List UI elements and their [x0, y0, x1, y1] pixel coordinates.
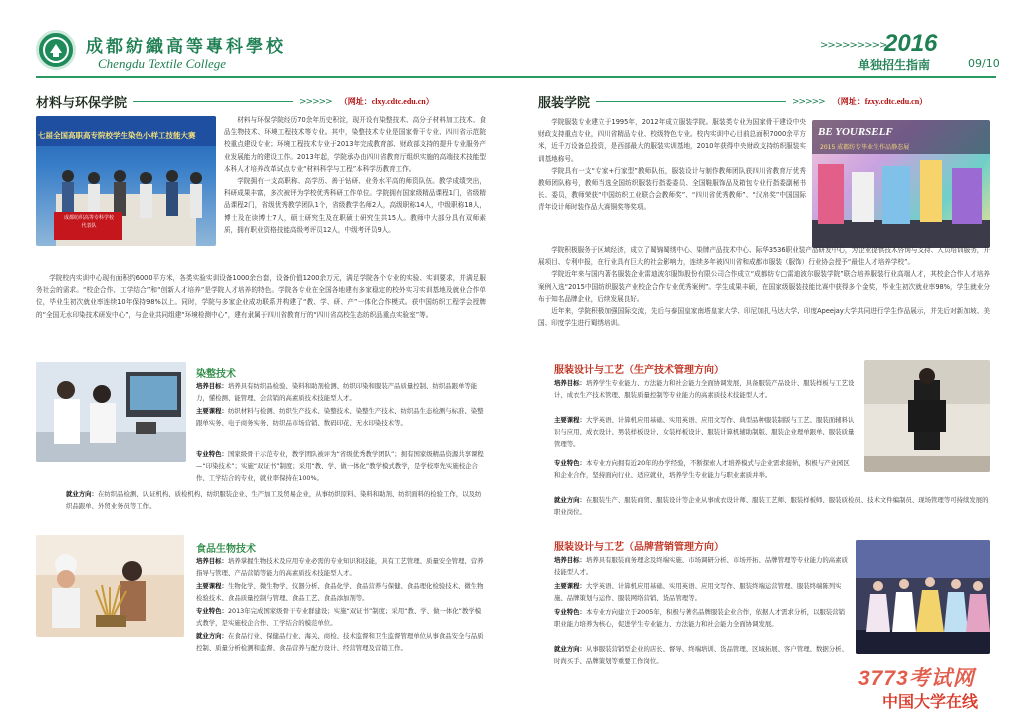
page-header — [0, 0, 1024, 80]
watermark-name: 中国大学在线 — [882, 692, 979, 711]
program-food-job — [36, 630, 486, 654]
program-dyeing-job — [36, 488, 486, 512]
label: 就业方向： — [554, 496, 586, 504]
text: 纺织材料与检测、纺织生产技术、染整技术、染整生产技术、纺织品生态检测与标准、染整跟单实务、电子商务实务、纺织品市场营销、数码印花、无水印染技术等。 — [196, 407, 484, 427]
college-title: 服装学院 — [538, 96, 591, 111]
college-website-link[interactable]: （网址：fzxy.cdtc.edu.cn） — [832, 97, 928, 106]
left-college-heading — [36, 92, 486, 111]
right-intro-block — [538, 116, 806, 214]
food-lab-photo — [36, 535, 184, 637]
program-title-design: 服装设计与工艺（生产技术管理方向） — [554, 365, 724, 376]
text: 本专业方向拥有近20年的办学经验，不断探索人才培养模式与企业需求接轨，积极与产业园区和企业合作，坚持面向行业、适应就业，培养学生专业能力与职业素质并举。 — [554, 459, 850, 479]
text: 培养具有服装商务理念及终端实施、市场调研分析、市场开拓、品牌管理等专业能力的高素质技能型人才。 — [554, 556, 848, 576]
photo-flag-text: 成都纺织高等专科学校 代表队 — [63, 215, 114, 229]
text: 在纺织品检测、认证机构、质检机构、纺织服装企业、生产加工及贸易企业，从事纺织原料、染料和助剂、纺织面料的检验工作，以及纺织品跟单、外贸业务员等工作。 — [66, 490, 482, 510]
left-intro-p2: 学院拥有一支高职称、高学历、善于钻研、业务水平高的师资队伍。教学成绩突出，科研成果丰富，多次被评为学校优秀科研工作单位。学院拥有国家级精品课程1门，省级精品课程2门，省级优秀教学团队1个，省级教学名师2人，高级职称14人，中级职称18人，博士及在读博士7人，硕士研究生及在职硕士研究生共15人。教师中大部分具有双师素质，拥有职业资格技能高级考评员12人，中级考评员9人。 — [224, 177, 486, 234]
school-name-cn: 成都紡織高等專科學校 — [86, 37, 286, 57]
label: 培养目标： — [196, 382, 228, 390]
text: 从事服装营销型企业的店长、督导、终端培训、货品管理、区域拓展、客户管理、数据分析、时尚买手、品牌策划等重要工作岗位。 — [554, 645, 848, 665]
program-design-feature — [538, 457, 856, 481]
program-brand-goal — [538, 554, 848, 578]
runway-photo — [856, 540, 990, 654]
watermark-site: 3773考试网 — [858, 667, 975, 690]
text: 在食品行业、保健品行业、海关、商检、技术监督和卫生监督管理单位从事食品安全与品质控制、质量分析检测和监督、食品营养与配方设计、经营管理及营销工作。 — [196, 632, 484, 652]
lab-photo — [36, 362, 186, 462]
label: 专业特色： — [554, 608, 586, 616]
right-intro-p2: 学院具有一支“专家+行家型”教师队伍，服装设计与制作教师团队获四川省教育厅优秀教师团队称号，教师当选全国纺织服装行指委委员、全国鞋服饰品及箱包专业行指委副秘书长、委员，教师荣获“中国纺织工业联合会教师奖”、“四川省优秀教师”、“汉帛奖”中国国际青年设计师时装作品大赛铜奖等奖项。 — [538, 166, 806, 212]
program-brand-job — [538, 643, 848, 667]
program-brand-feature — [538, 606, 848, 630]
photo-banner-text: 七届全国高职高专院校学生染色小样工技能大赛 — [38, 131, 196, 140]
guide-title: 单独招生指南 — [858, 58, 931, 72]
page-number: 09/10 — [968, 57, 1000, 70]
text: 生物化学、微生物学、仪器分析、食品化学、食品营养与保健、食品理化检验技术、微生物检验技术、食品质量控制与管理、食品工艺、食品添加剂等。 — [196, 582, 484, 602]
program-title-brand: 服装设计与工艺（品牌营销管理方向） — [554, 542, 724, 553]
program-design-goal — [538, 377, 856, 401]
label: 培养目标： — [196, 557, 228, 565]
header-chevrons: >>>>>>>>> — [820, 40, 887, 51]
program-dyeing-goal — [196, 380, 486, 404]
heading-rule — [133, 101, 293, 102]
right-college-heading — [538, 92, 988, 111]
program-title-dyeing: 染整技术 — [196, 369, 236, 380]
label: 主要课程： — [554, 416, 586, 424]
left-intro-p3: 学院校内实训中心现有面积约6000平方米，各类实验实训设备1000余台套，设备价值1200余万元，满足学院各个专业的实验、实训要求，并满足服务社会的需求。“校企合作、工学结合”和“创新人才培养”是学院人才培养的特色。学院各专业在全国各地建有多家稳定的校外实习实训基地及就业合作单位，毕业生初次就业率连续10年保持98%以上。同时，学院与多家企业成功联系并构建了“教、学、研、产”一体化合作模式。获中国纺织工程学会授牌的“全国无水印染技术研发中心”，与企业共同组建“环境检测中心”，建有隶属于四川省教育厅的“四川省高校生态纺织品重点实验室”等。 — [36, 274, 486, 319]
label: 就业方向： — [66, 490, 98, 498]
exhibition-banner: BE YOURSELF — [818, 126, 893, 138]
text: 大学英语、计算机应用基础、实用英语、应用文写作、典型品种服装制版与工艺、服装面辅料认识与应用、成衣设计、男装样板设计、女装样板设计、服装计算机辅助制版、服装企业理单跟单、服装质量管理等。 — [554, 416, 855, 448]
school-logo-icon — [36, 30, 76, 70]
right-intro-p4: 学院近年来与国内著名服装企业雷迪波尔服饰股份有限公司合作成立“成都纺专□雷迪波尔服装学院”联合培养服装行业高端人才，其校企合作人才培养案例入选“2015中国纺织服装产业校企合作专业优秀案例”。学生成果丰硕，在国家级服装技能比赛中获得多个金奖，毕业生初次就业率98%，学生就业分布于知名品牌企业，后续发展良好。 — [538, 270, 990, 303]
school-name-en: Chengdu Textile College — [98, 56, 227, 71]
program-title-food: 食品生物技术 — [196, 544, 256, 555]
fashion-show-photo — [864, 360, 990, 472]
right-intro-p3: 学院积极服务于区域经济，成立了蜀锦蜀绣中心、染牌产品技术中心、际华3536职业装产品研发中心，为企业提供技术咨询与支持、人员培训服务，开展项目、专利申报，在行业具有巨大的社会影响力，连续多年被四川省和成都市服装（服饰）行业协会授予“最佳人才培养学校”。 — [538, 246, 990, 267]
text: 国家级骨干示范专业，教学团队被评为“省级优秀教学团队”；拥有国家级精品资源共享课程—“印染技术”；实施“双证书”制度；采用“教、学、做一体化”教学模式教学，是学校率先实施校企合作、工学结合的专业，就业率保持在100%。 — [196, 450, 484, 482]
heading-rule — [596, 101, 786, 102]
program-dyeing-feature — [36, 448, 486, 484]
contest-team-photo — [36, 116, 216, 246]
text: 本专业方向建立于2005年，积极与著名品牌服装企业合作，依据人才需求分析，以服装营销职业能力培养为核心，促进学生专业能力、方法能力和社会能力全面协调发展。 — [554, 608, 846, 628]
label: 培养目标： — [554, 556, 586, 564]
program-food-course — [196, 580, 486, 604]
label: 主要课程： — [196, 407, 228, 415]
college-website-link[interactable]: （网址：clxy.cdtc.edu.cn） — [339, 97, 434, 106]
left-intro-p3-block — [36, 272, 486, 321]
label: 专业特色： — [196, 607, 228, 615]
text: 2013年完成国家级骨干专业群建设；实施“双证书”制度；采用“教、学、做一体化”教学模式教学，是实施校企合作、工学结合的模范单位。 — [196, 607, 482, 627]
label: 培养目标： — [554, 379, 586, 387]
label: 主要课程： — [554, 582, 586, 590]
right-intro-p1: 学院服装专业建立于1995年，2012年成立服装学院。服装类专业为国家骨干建设中央财政支持重点专业，四川省精品专业、校级特色专业。校内实训中心目前总面积7000余平方米，近千万设备总投资，是西部最大的服装实训基地，2010年获得中央财政支持纺织服装实训基地称号。 — [538, 118, 806, 163]
label: 专业特色： — [554, 459, 586, 467]
exhibition-photo — [812, 120, 990, 248]
text: 培养学生专业能力、方法能力和社会能力全面协调发展，具备服装产品设计、服装样板与工艺设计、成衣生产技术管理、服装质量控制等专业能力的高素质技术技能型人才。 — [554, 379, 855, 399]
label: 就业方向： — [196, 632, 228, 640]
program-design-course — [538, 414, 856, 450]
program-dyeing-course — [196, 405, 486, 429]
header-divider — [36, 76, 996, 78]
program-brand-course — [538, 580, 848, 604]
label: 就业方向： — [554, 645, 586, 653]
heading-chevrons: >>>>> — [299, 96, 332, 107]
left-intro-p1: 材料与环保学院经历70余年历史积淀，现开设有染整技术、高分子材料加工技术、食品生物技术、环境工程技术等专业。其中，染整技术专业是国家骨干专业、四川省示范院校重点建设专业；环境工程技术专业于2013年完成教育部、财政部支持的提升专业服务产业发展能力的建设工作。2013年起，学院承办由四川省教育厅组织实施的高端技术技能型本科人才培养改革试点专业“材料科学与工程”本科学历教育工作。 — [224, 116, 486, 173]
exhibition-subtitle: 2015 成都纺专毕业生作品静态展 — [820, 144, 910, 151]
right-intro-p5: 近年来，学院积极加强国际交流，先后与泰国皇家南塔皇家大学、印尼加扎马达大学、印度Apeejay大学共同进行学生作品展示，并先后对新加坡、美国、印度学生进行蜀绣培训。 — [538, 307, 990, 328]
text: 在服装生产、服装商贸、服装设计等企业从事成衣设计师、服装工艺师、服装样板师、服装质检员、技术文件编制员、现场管理等可持续发展的职业岗位。 — [554, 496, 989, 516]
program-food-feature — [196, 605, 486, 629]
text: 培养具有纺织品检验、染料和助剂检测、纺织印染和服装产品质量控制、纺织品跟单等能力，懂检测、能管理、会营销的高素质技术技能型人才。 — [196, 382, 478, 402]
college-title: 材料与环保学院 — [36, 96, 128, 111]
program-design-job — [538, 494, 990, 518]
guide-year: 2016 — [884, 30, 938, 57]
label: 主要课程： — [196, 582, 228, 590]
right-intro-block-2 — [538, 244, 990, 329]
program-food-goal — [196, 555, 486, 579]
text: 大学英语、计算机应用基础、实用英语、应用文写作、服装终端运营管理、服装终端陈列实施、品牌策划与运作、服装网络营销、货品管理等。 — [554, 582, 842, 602]
label: 专业特色： — [196, 450, 228, 458]
heading-chevrons: >>>>> — [792, 96, 825, 107]
left-intro-block — [224, 114, 486, 236]
text: 培养掌握生物技术及应用专业必需的专业知识和技能，具有工艺管理、质量安全管理、营养指导与管理、产品营销等能力的高素质技术技能型人才。 — [196, 557, 484, 577]
